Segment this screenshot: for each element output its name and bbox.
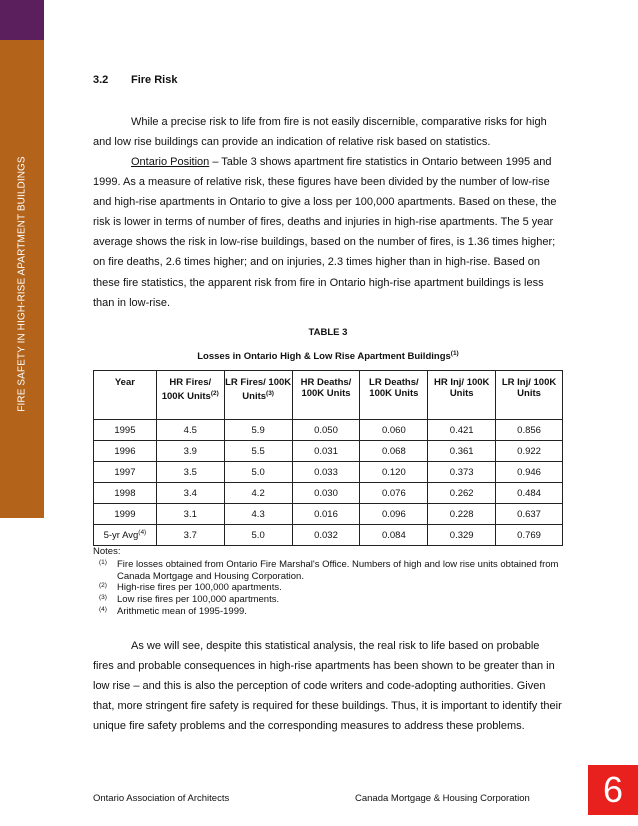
table-header-row xyxy=(94,371,563,420)
average-label: 5-yr Avg$^{(4)}$ xyxy=(94,525,157,546)
paragraph-ontario xyxy=(93,152,563,313)
section-title: Fire Risk xyxy=(131,74,178,86)
note-item: (2) High-rise fires per 100,000 apartments. xyxy=(99,582,282,593)
header-lr-inj: LR Inj/ 100K Units xyxy=(496,371,563,420)
page-number: 6 xyxy=(588,765,638,815)
header-hr-inj: HR Inj/ 100K Units xyxy=(428,371,496,420)
table-row-average: 5-yr Avg$^{(4)}$ 3.7 5.0 0.032 0.084 0.329 0.769 xyxy=(94,525,563,546)
paragraph-ontario-text: – Table 3 shows apartment fire statistics in Ontario between 1995 and 1999. As a measure of relative risk, these figures have been divided by the number of low-rise and high-rise apartments in Ontario to give a loss per 100,000 apartments. Based on these, the risk is lower in terms of number of fires, deaths and injuries in high-rise apartments. The 5 year average shows the risk in low-rise buildings, based on the number of fires, is 1.36 times higher; on fire deaths, 2.6 times higher; and on injuries, 2.3 times higher than in high-rise. Based on these fire statistics, the apparent risk from fire in Ontario high-rise apartment buildings is less than in low-rise. xyxy=(93,156,557,309)
sidebar-tab xyxy=(0,0,44,40)
sidebar-title: FIRE SAFETY IN HIGH-RISE APARTMENT BUILDINGS xyxy=(16,156,28,412)
note-item: (3) Low rise fires per 100,000 apartments. xyxy=(99,594,280,605)
header-lr-deaths: LR Deaths/ 100K Units xyxy=(360,371,428,420)
table-row: 1995 4.5 5.9 0.050 0.060 0.421 0.856 xyxy=(94,420,563,441)
footer-org-right: Canada Mortgage & Housing Corporation xyxy=(355,793,530,804)
table-row: 1997 3.5 5.0 0.033 0.120 0.373 0.946 xyxy=(94,462,563,483)
header-hr-fires: HR Fires/ 100K Units$^{(2)}$ xyxy=(156,371,224,420)
note-item: (1) Fire losses obtained from Ontario Fire Marshal's Office. Numbers of high and low rise units obtained from Canada Mortgage and Housing Corporation. xyxy=(99,559,559,582)
table-label: TABLE 3 xyxy=(308,327,348,338)
header-year: Year xyxy=(94,371,157,420)
paragraph-conclusion: As we will see, despite this statistical analysis, the real risk to life based on probable fires and probable consequences in high-rise apartments has been shown to be greater than in low rise – and this is also the perception of code writers and code-adopting authorities. Given that, more stringent fire safety is required for these buildings. Thus, it is important to identify their unique fire safety problems and the corresponding measures to address these problems. xyxy=(93,640,562,733)
table-row: 1998 3.4 4.2 0.030 0.076 0.262 0.484 xyxy=(94,483,563,504)
ontario-position-label: Ontario Position xyxy=(131,156,210,168)
note-item: (4) Arithmetic mean of 1995-1999. xyxy=(99,606,247,617)
footer-org-left: Ontario Association of Architects xyxy=(93,793,230,804)
table-caption: Losses in Ontario High & Low Rise Apartment Buildings$^{(1)}$ xyxy=(197,350,459,363)
header-hr-deaths: HR Deaths/ 100K Units xyxy=(292,371,360,420)
table-row: 1996 3.9 5.5 0.031 0.068 0.361 0.922 xyxy=(94,441,563,462)
losses-table xyxy=(93,370,563,546)
notes-label: Notes: xyxy=(93,546,121,557)
section-heading xyxy=(93,74,177,86)
paragraph-intro: While a precise risk to life from fire is not easily discernible, comparative risks for high and low rise buildings can provide an indication of relative risk based on statistics. xyxy=(93,116,547,149)
header-lr-fires: LR Fires/ 100K Units$^{(3)}$ xyxy=(224,371,292,420)
table-row: 1999 3.1 4.3 0.016 0.096 0.228 0.637 xyxy=(94,504,563,525)
section-number: 3.2 xyxy=(93,74,109,86)
